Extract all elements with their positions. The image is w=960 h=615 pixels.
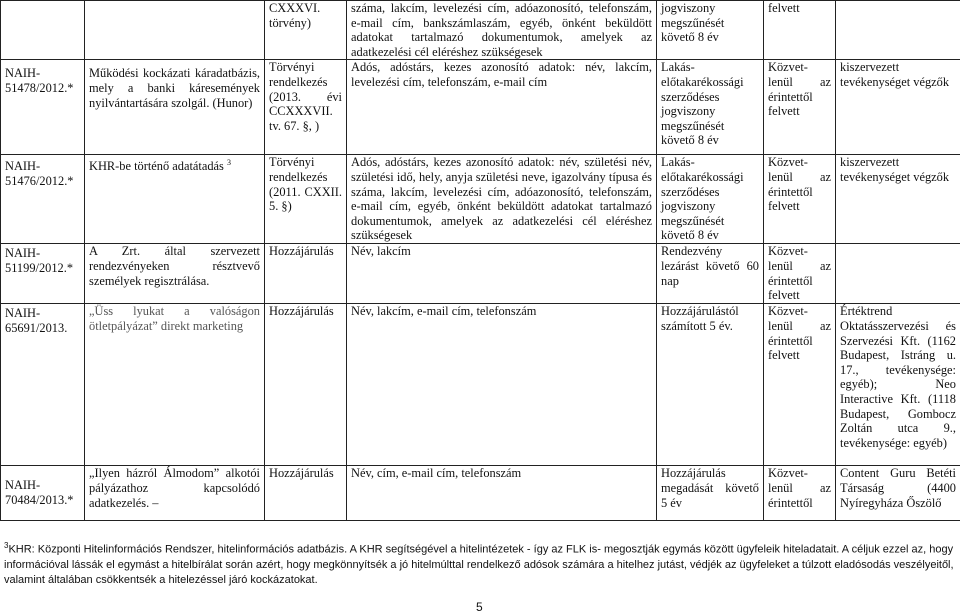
term-cell: Rendezvény lezárást követő 60 nap	[657, 244, 764, 304]
source-cell: felvett	[764, 1, 836, 60]
term-cell: Hozzájárulás megadását követő 5 év	[657, 466, 764, 521]
processor-cell	[836, 244, 960, 304]
id-cell: NAIH-70484/2013.*	[1, 466, 85, 521]
id-cell: NAIH-65691/2013.	[1, 304, 85, 466]
page-number: 5	[476, 600, 483, 614]
term-cell: Lakás-előtakarékossági szerződéses jogviszony megszűnését követő 8 év	[657, 155, 764, 244]
source-cell: Közvet-lenül az érintettől felvett	[764, 155, 836, 244]
data-cell: Név, lakcím	[347, 244, 657, 304]
footnote-number: 3	[4, 541, 9, 550]
id-cell	[1, 1, 85, 60]
basis-cell: Hozzájárulás	[265, 304, 347, 466]
table-row-continuation	[1, 1, 960, 60]
data-cell: Adós, adóstárs, kezes azonosító adatok: név, lakcím, levelezési cím, telefonszám, e-mail cím	[347, 60, 657, 155]
source-cell: Közvet-lenül az érintettől felvett	[764, 304, 836, 466]
basis-cell: Törvényi rendelkezés (2011. CXXII. 5. §)	[265, 155, 347, 244]
data-cell: Név, lakcím, e-mail cím, telefonszám	[347, 304, 657, 466]
processor-cell: Content Guru Betéti Társaság (4400 Nyíregyháza Őszölő	[836, 466, 960, 521]
purpose-cell: „Ilyen házról Álmodom” alkotói pályázathoz kapcsolódó adatkezelés. –	[85, 466, 265, 521]
purpose-cell: A Zrt. által szervezett rendezvényeken résztvevő személyek regisztrálása.	[85, 244, 265, 304]
purpose-cell: „Üss lyukat a valóságon ötletpályázat” direkt marketing	[85, 304, 265, 466]
footnote-mark: 3	[226, 158, 231, 168]
processor-cell: kiszervezett tevékenységet végzők	[836, 155, 960, 244]
basis-cell: Törvényi rendelkezés (2013. évi CCXXXVII. tv. 67. §, )	[265, 60, 347, 155]
table-row	[1, 466, 960, 521]
processor-cell: Értéktrend Oktatásszervezési és Szervezési Kft. (1162 Budapest, Istráng u. 17., tevékenysége: egyéb); Neo Interactive Kft. (1118 Budapest, Gombocz Zoltán utca 9., tevékenysége: egyéb)	[836, 304, 960, 466]
data-cell: Adós, adóstárs, kezes azonosító adatok: név, születési név, születési idő, hely, anyja születési neve, igazolvány típusa és száma, lakcím, levelezési cím, adóazonosító, telefonszám, e-mail cím, egyéb, önként beküldött adatokat tartalmazó dokumentumok, amelyek az adatkezelési cél eléréshez szükségesek	[347, 155, 657, 244]
table-row	[1, 244, 960, 304]
source-cell: Közvet-lenül az érintettől felvett	[764, 60, 836, 155]
footnote-text: KHR: Központi Hitelinformációs Rendszer, hitelinformációs adatbázis. A KHR segítségével a hitelintézetek - így az FLK is- megosztják egymás között ügyfeleik hiteladatait. A céljuk ezzel az, hogy információval lássák el egymást a hitelbírálat során azért, hogy megkönnyítsék a jó hitelmúlttal rendelkező adósok számára a hitelhez jutást, védjék az ügyfeleket a túlzott eladósodás veszélyeitől, valamint általában csökkentsék a hitelezéssel járó kockázatokat.	[4, 543, 954, 586]
term-cell: Lakás-előtakarékossági szerződéses jogviszony megszűnését követő 8 év	[657, 60, 764, 155]
table-row	[1, 155, 960, 244]
source-cell: Közvet-lenül az érintettől felvett	[764, 244, 836, 304]
basis-cell: CXXXVI. törvény)	[265, 1, 347, 60]
purpose-text: KHR-be történő adatátadás	[89, 159, 224, 174]
purpose-cell	[85, 155, 265, 244]
basis-cell: Hozzájárulás	[265, 244, 347, 304]
purpose-cell: Működési kockázati káradatbázis, mely a banki káresemények nyilvántartására szolgál. (Hunor)	[85, 60, 265, 155]
processor-cell	[836, 1, 960, 60]
id-cell: NAIH-51478/2012.*	[1, 60, 85, 155]
id-cell: NAIH-51199/2012.*	[1, 244, 85, 304]
footnote	[4, 538, 956, 588]
term-cell: jogviszony megszűnését követő 8 év	[657, 1, 764, 60]
data-cell: száma, lakcím, levelezési cím, adóazonosító, telefonszám, e-mail cím, bankszámlaszám, egyéb, önként beküldött adatokat tartalmazó dokumentumok, amelyek az adatkezelési cél eléréshez szükségesek	[347, 1, 657, 60]
table-row	[1, 60, 960, 155]
processor-cell: kiszervezett tevékenységet végzők	[836, 60, 960, 155]
table-row	[1, 304, 960, 466]
purpose-cell	[85, 1, 265, 60]
source-cell: Közvet-lenül az érintettől	[764, 466, 836, 521]
id-cell: NAIH-51476/2012.*	[1, 155, 85, 244]
term-cell: Hozzájárulástól számított 5 év.	[657, 304, 764, 466]
data-cell: Név, cím, e-mail cím, telefonszám	[347, 466, 657, 521]
basis-cell: Hozzájárulás	[265, 466, 347, 521]
